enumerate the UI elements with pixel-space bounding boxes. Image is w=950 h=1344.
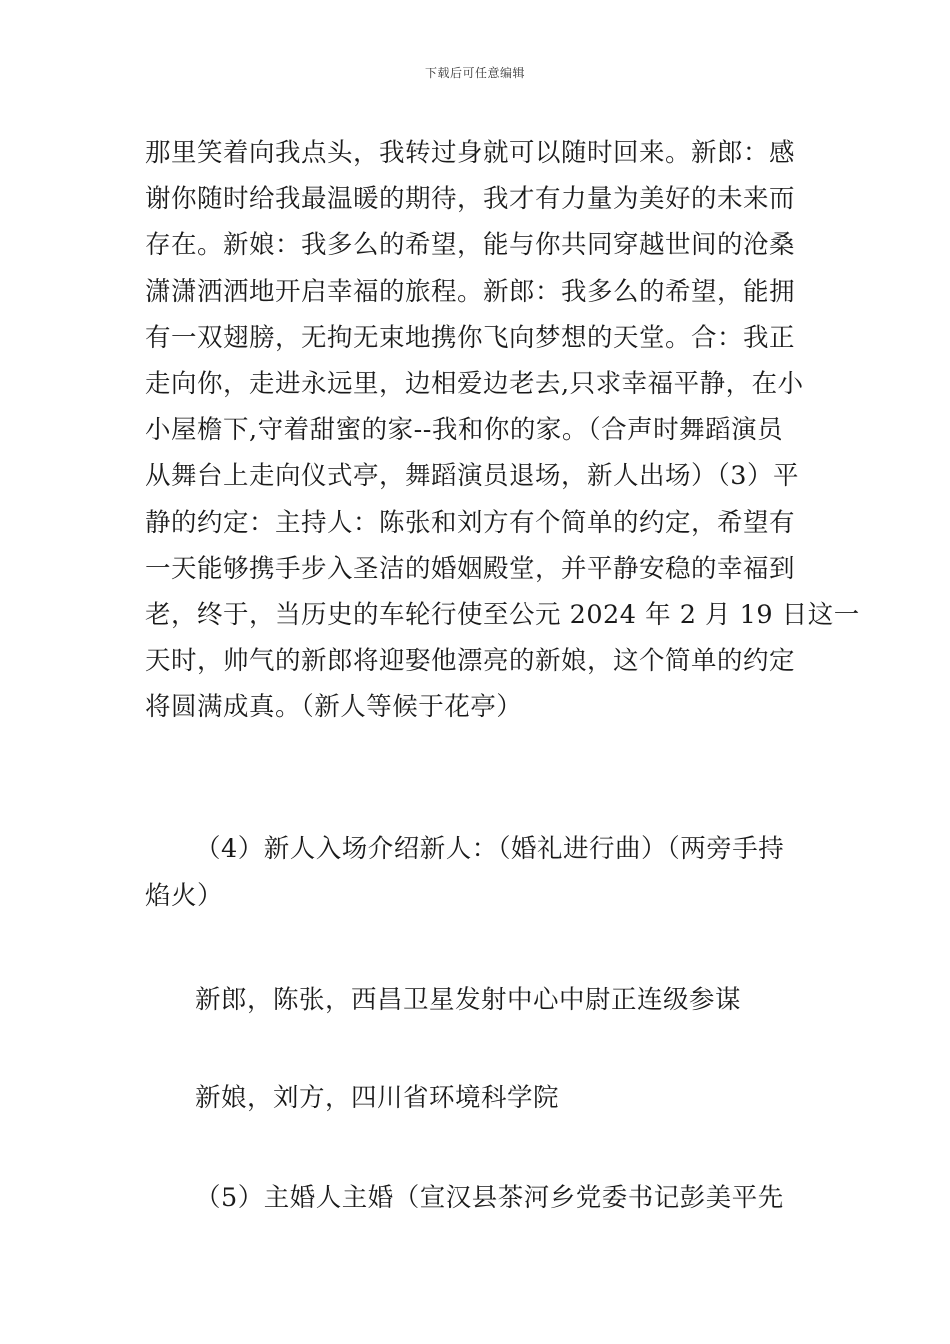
section-4-line-2: 焰火） bbox=[145, 881, 224, 911]
paragraph-line: 天时，帅气的新郎将迎娶他漂亮的新娘，这个简单的约定 bbox=[145, 646, 796, 677]
paragraph-line: 小屋檐下,守着甜蜜的家--我和你的家。（合声时舞蹈演员 bbox=[145, 415, 784, 446]
paragraph-line: 走向你，走进永远里，边相爱边老去,只求幸福平静，在小 bbox=[145, 369, 804, 400]
section-5-heading: （5）主婚人主婚（宣汉县茶河乡党委书记彭美平先 bbox=[195, 1183, 784, 1213]
paragraph-line: 存在。新娘：我多么的希望，能与你共同穿越世间的沧桑 bbox=[145, 230, 796, 261]
section-4-line-1: （4）新人入场介绍新人：（婚礼进行曲）（两旁手持 bbox=[195, 834, 785, 864]
paragraph-line: 静的约定：主持人：陈张和刘方有个简单的约定，希望有 bbox=[145, 507, 796, 538]
paragraph-line: 老，终于，当历史的车轮行使至公元 2024 年 2 月 19 日这一 bbox=[145, 600, 860, 631]
paragraph-line: 一天能够携手步入圣洁的婚姻殿堂，并平静安稳的幸福到 bbox=[145, 553, 796, 584]
paragraph-line: 那里笑着向我点头，我转过身就可以随时回来。新郎：感 bbox=[145, 138, 796, 168]
bride-intro: 新娘，刘方，四川省环境科学院 bbox=[195, 1083, 560, 1113]
paragraph-line: 有一双翅膀，无拘无束地携你飞向梦想的天堂。合：我正 bbox=[145, 322, 796, 353]
main-paragraph bbox=[145, 130, 860, 731]
paragraph-line: 潇潇洒洒地开启幸福的旅程。新郎：我多么的希望，能拥 bbox=[145, 276, 796, 307]
paragraph-line: 谢你随时给我最温暖的期待，我才有力量为美好的未来而 bbox=[145, 184, 796, 215]
paragraph-line: 从舞台上走向仪式亭，舞蹈演员退场，新人出场）（3）平 bbox=[145, 461, 799, 492]
paragraph-line: 将圆满成真。（新人等候于花亭） bbox=[145, 692, 523, 723]
page-header: 下载后可任意编辑 bbox=[424, 66, 525, 80]
groom-intro: 新郎，陈张，西昌卫星发射中心中尉正连级参谋 bbox=[195, 985, 742, 1015]
